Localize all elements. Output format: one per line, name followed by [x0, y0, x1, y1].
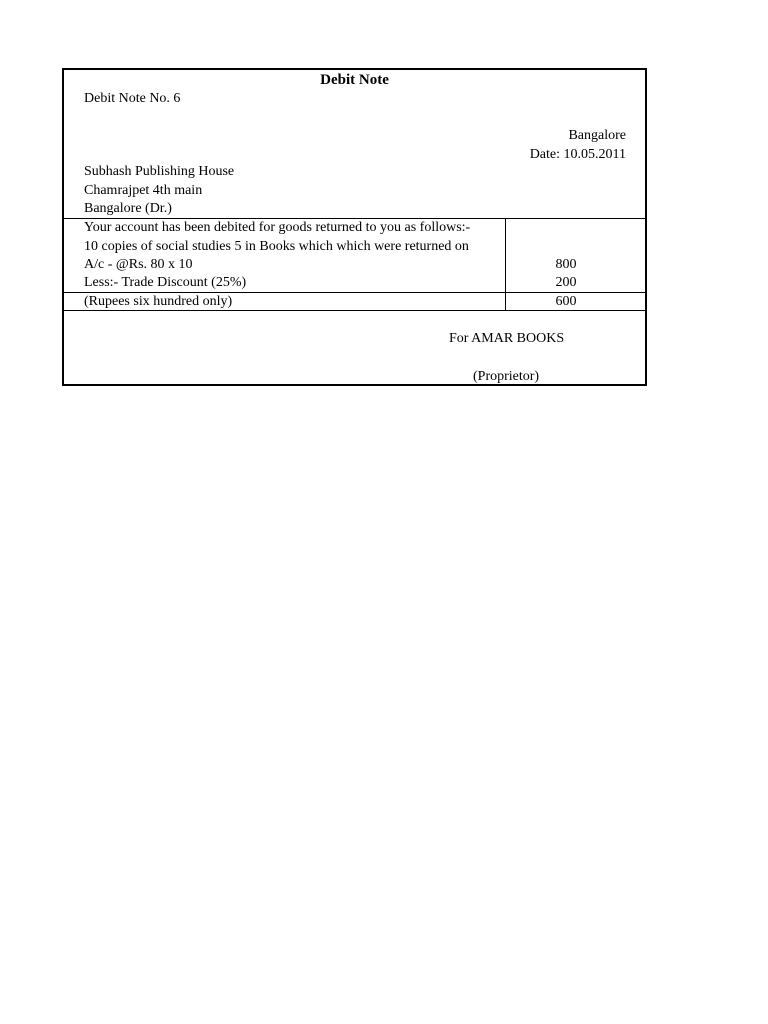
rate-amount: 800	[555, 257, 577, 272]
debit-note-number: Debit Note No. 6	[84, 91, 181, 106]
debit-note-box	[62, 68, 647, 386]
body-detail: 10 copies of social studies 5 in Books which which were returned on	[84, 239, 469, 254]
issuer-city: Bangalore	[568, 128, 626, 143]
note-date: Date: 10.05.2011	[529, 147, 626, 162]
discount-line: Less:- Trade Discount (25%)	[84, 275, 247, 290]
document-title: Debit Note	[320, 72, 389, 88]
total-amount: 600	[555, 294, 577, 309]
recipient-street: Chamrajpet 4th main	[84, 183, 203, 198]
divider-total-bottom	[64, 310, 645, 311]
rate-line: A/c - @Rs. 80 x 10	[84, 257, 193, 272]
recipient-name: Subhash Publishing House	[84, 164, 235, 179]
total-in-words: (Rupees six hundred only)	[84, 294, 233, 309]
signatory: (Proprietor)	[473, 369, 540, 384]
body-intro: Your account has been debited for goods returned to you as follows:-	[84, 220, 471, 235]
for-company: For AMAR BOOKS	[449, 331, 565, 346]
recipient-city: Bangalore (Dr.)	[84, 201, 172, 216]
discount-amount: 200	[555, 275, 577, 290]
